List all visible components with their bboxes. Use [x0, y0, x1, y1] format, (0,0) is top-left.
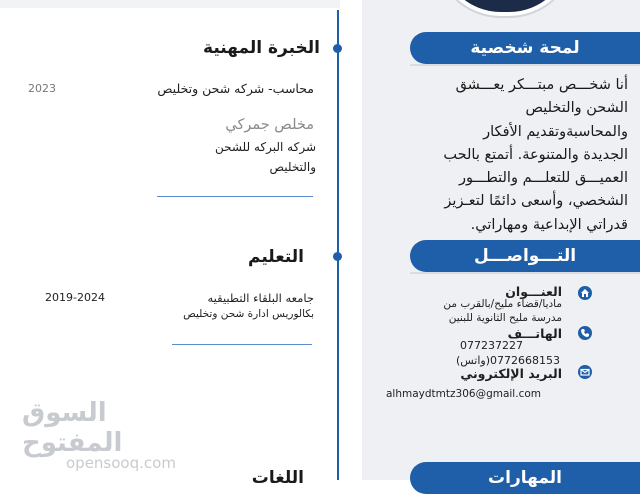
skills-heading-pill	[410, 462, 640, 494]
job2-company-line1: شركه البركه للشحن	[214, 140, 316, 154]
opensooq-watermark	[22, 398, 182, 472]
job2-title: مخلص جمركي	[225, 117, 314, 133]
email-icon	[578, 365, 592, 379]
experience-separator	[157, 196, 313, 197]
education-separator	[172, 344, 312, 345]
watermark-latin: opensooq.com	[66, 454, 176, 472]
profile-line: الجديدة والمتنوعة. أتمتع بالحب	[443, 146, 628, 163]
address-label: العنـــوان	[505, 284, 562, 299]
contact-heading-underline	[410, 272, 640, 274]
education-school: جامعه البلقاء التطبيقيه	[207, 291, 314, 305]
profile-line: العميـــق للتعلـــم والتطـــور	[459, 170, 628, 187]
profile-heading-pill	[410, 32, 640, 64]
phone-number-1: 077237227	[460, 339, 523, 352]
profile-line: الشحن والتخليص	[525, 100, 628, 117]
contact-heading-pill	[410, 240, 640, 272]
languages-heading: اللغات	[251, 468, 304, 488]
phone-number-2: 0772668153(واتس)	[455, 354, 560, 367]
profile-text	[376, 74, 628, 237]
top-band	[0, 0, 340, 8]
job2-company-line2: والتخليص	[269, 160, 316, 174]
home-icon	[578, 286, 592, 300]
email-address: alhmaydtmtz306@gmail.com	[386, 388, 541, 400]
experience-heading: الخبرة المهنية	[203, 38, 320, 58]
education-heading: التعليم	[248, 247, 304, 267]
address-line1: ماديا/قضاء مليح/بالقرب من	[443, 298, 562, 310]
phone-label: الهاتـــف	[507, 326, 562, 341]
profile-heading-underline	[410, 64, 640, 66]
contact-heading: التـــواصـــل	[473, 246, 577, 266]
education-degree: بكالوريس ادارة شحن وتخليص	[183, 308, 314, 320]
profile-heading: لمحة شخصية	[470, 38, 580, 58]
job1-title: محاسب- شركه شحن وتخليص	[157, 81, 314, 96]
email-label: البريد الإلكتروني	[460, 366, 562, 381]
timeline-dot-education	[333, 252, 342, 261]
skills-heading: المهارات	[488, 468, 562, 488]
timeline-dot-experience	[333, 44, 342, 53]
address-line2: مدرسة مليح الثانوية للبنين	[448, 312, 562, 324]
profile-line: الشخصي، وأسعى دائمًا لتعـزيز	[444, 193, 628, 210]
timeline-line	[337, 10, 339, 480]
job1-year: 2023	[28, 82, 56, 95]
phone-icon	[578, 326, 592, 340]
profile-line: قدراتي الإبداعية ومهاراتي.	[470, 216, 628, 233]
education-years: 2019-2024	[45, 291, 105, 304]
watermark-arabic: السوق المفتوح	[22, 398, 123, 458]
profile-line: والمحاسبةوتقديم الأفكار	[483, 123, 628, 140]
profile-line: أنا شخـــص مبتـــكر يعـــشق	[455, 77, 628, 93]
